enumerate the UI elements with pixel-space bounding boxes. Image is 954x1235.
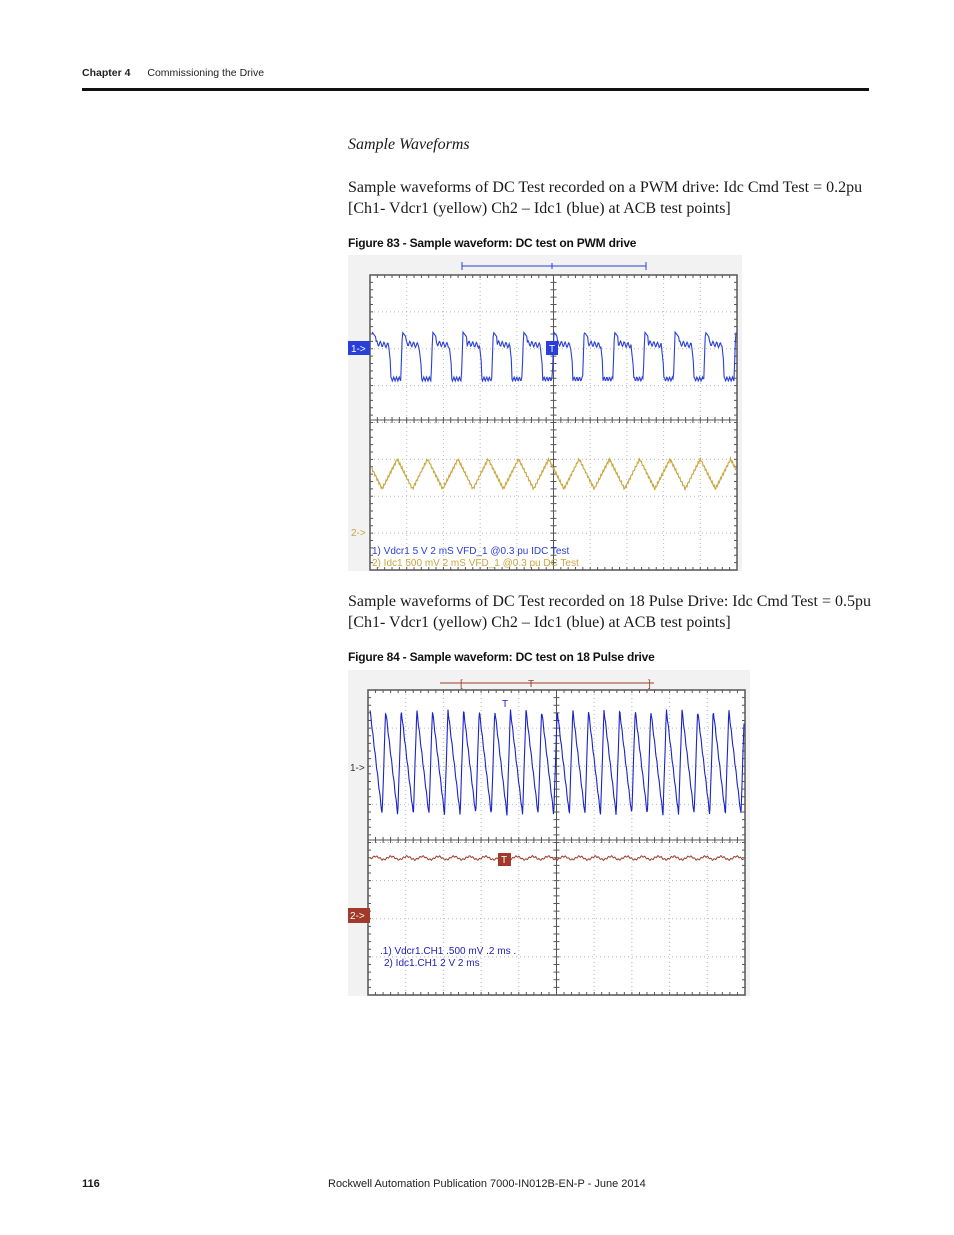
- ch2-marker: [348, 908, 370, 923]
- trigger-marker: [546, 341, 558, 355]
- paragraph-18pulse: Sample waveforms of DC Test recorded on 18 Pulse Drive: Idc Cmd Test = 0.5pu [Ch1- Vdcr1 (yellow) Ch2 – Idc1 (blue) at ACB test points]: [348, 593, 871, 631]
- legend-ch2: 2) Idc1.CH1 2 V 2 ms: [384, 958, 480, 969]
- chapter-title: Commissioning the Drive: [147, 67, 265, 79]
- trigger-marker-label: T: [549, 344, 556, 355]
- running-header: [82, 67, 264, 79]
- svg-text:]: ]: [648, 679, 651, 690]
- figure-83-scope: [348, 255, 742, 571]
- figure-84-scope: [348, 670, 750, 996]
- publication-info: Rockwell Automation Publication 7000-IN012B-EN-P - June 2014: [328, 1178, 646, 1190]
- header-rule: [82, 88, 869, 91]
- timebase-bracket: [462, 262, 646, 270]
- trigger-marker-label: T: [501, 855, 508, 866]
- trigger-marker: [498, 853, 511, 866]
- figure-84-waveform: [348, 670, 750, 996]
- legend-ch1: 1) Vdcr1 5 V 2 mS VFD_1 @0.3 pu IDC Test: [372, 546, 570, 557]
- ch1-marker-label: 1->: [351, 344, 366, 355]
- figure-83-waveform: [348, 255, 742, 571]
- figure-84-caption: Figure 84 - Sample waveform: DC test on 18 Pulse drive: [348, 650, 655, 664]
- ch2-marker: 2->: [351, 528, 366, 539]
- legend-ch2: 2) Idc1 500 mV 2 mS VFD_1 @0.3 pu DC Test: [372, 558, 579, 569]
- section-title: Sample Waveforms: [348, 136, 470, 153]
- page-number: 116: [82, 1178, 100, 1190]
- timebase-bracket: [440, 679, 654, 690]
- legend-ch1: .1) Vdcr1.CH1 .500 mV .2 ms .: [380, 946, 517, 957]
- chapter-label: Chapter 4: [82, 67, 131, 79]
- svg-text:T: T: [528, 679, 535, 690]
- svg-text:[: [: [460, 679, 463, 690]
- ch2-marker-label: 2->: [350, 911, 365, 922]
- paragraph-pwm: Sample waveforms of DC Test recorded on a PWM drive: Idc Cmd Test = 0.2pu [Ch1- Vdcr1 (yellow) Ch2 – Idc1 (blue) at ACB test points]: [348, 179, 863, 217]
- figure-83-caption: Figure 83 - Sample waveform: DC test on PWM drive: [348, 236, 637, 250]
- ch1-marker: 1->: [350, 763, 365, 774]
- ch1-marker: [348, 341, 370, 355]
- ch1-trigger-label: T: [502, 699, 509, 710]
